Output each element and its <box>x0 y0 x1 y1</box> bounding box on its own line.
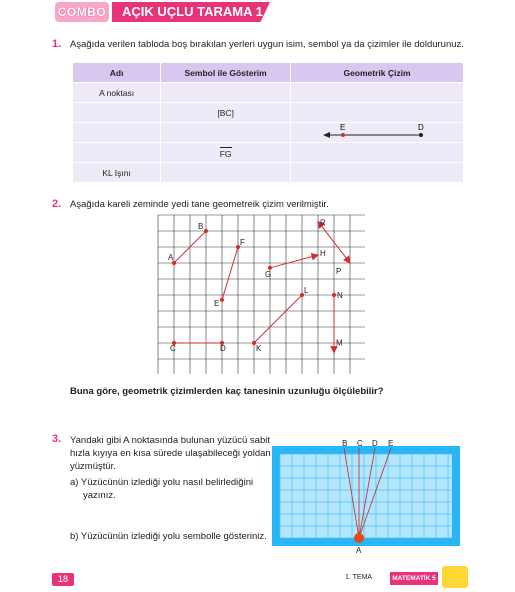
cell-drawing-3 <box>291 123 464 143</box>
q3-a-line-1: Yüzücünün izlediği yolu nasıl belirlediğini <box>80 477 254 488</box>
q3-text <box>70 434 271 473</box>
pool-label-d: D <box>372 439 378 448</box>
q3-text-line-1: Yandaki gibi A noktasında bulunan yüzücü sabit <box>70 435 270 446</box>
grid-label-k: K <box>256 344 262 353</box>
pool-label-e: E <box>388 439 394 448</box>
brand-badge: COMBO <box>55 2 109 22</box>
grid-label-p: P <box>336 267 342 276</box>
segment-kl <box>254 295 302 343</box>
grid-label-g: G <box>265 269 272 279</box>
footer-logo-icon <box>442 566 468 588</box>
cell-symbol-1[interactable] <box>161 83 291 103</box>
page-title: AÇIK UÇLU TARAMA 1 <box>122 4 263 19</box>
q3-number: 3. <box>52 433 62 445</box>
cell-drawing-4[interactable] <box>291 143 464 163</box>
q2-text: Aşağıda kareli zeminde yedi tane geometreik çizim verilmiştir. <box>70 199 329 210</box>
cell-symbol-4 <box>161 143 291 163</box>
pool-illustration <box>272 438 462 556</box>
q2-question: Buna göre, geometrik çizimlerden kaç tanesinin uzunluğu ölçülebilir? <box>70 386 384 397</box>
q3-a-line-2: yazınız. <box>83 490 116 501</box>
q3-a-label: a) <box>70 477 79 488</box>
grid-label-e: E <box>214 298 220 308</box>
col-header-symbol: Sembol ile Gösterim <box>161 63 291 83</box>
cell-name-3[interactable] <box>73 123 161 143</box>
swimmer-icon <box>354 533 364 543</box>
q2-grid-figure <box>155 212 365 374</box>
ray-gh <box>270 255 318 268</box>
grid-label-a: A <box>168 253 174 262</box>
q2-number: 2. <box>52 198 62 210</box>
page-number: 18 <box>52 573 74 586</box>
ray-label-d: D <box>418 123 424 132</box>
footer-subject: MATEMATİK 5 <box>390 572 438 585</box>
col-header-drawing: Geometrik Çizim <box>291 63 464 83</box>
cell-drawing-1[interactable] <box>291 83 464 103</box>
q3-text-line-3: yüzmüştür. <box>70 461 116 472</box>
q3-part-b <box>70 531 267 542</box>
grid-label-h: H <box>320 249 326 258</box>
q3-text-line-2: hızla kıyıya en kısa sürede ulaşabileceği yoldan <box>70 448 271 459</box>
grid-label-c: C <box>170 344 176 353</box>
q3-part-a <box>70 476 253 502</box>
grid-label-d: D <box>220 344 226 353</box>
grid-label-b: B <box>198 222 204 231</box>
footer-tema: 1. TEMA <box>345 574 373 581</box>
q3-b-text: Yüzücünün izlediği yolu sembolle gösteriniz. <box>80 531 267 542</box>
cell-drawing-2[interactable] <box>291 103 464 123</box>
segment-ef <box>222 247 238 300</box>
col-header-name: Adı <box>73 63 161 83</box>
q1-number: 1. <box>52 38 62 50</box>
pool-label-b: B <box>342 439 348 448</box>
cell-symbol-2: [BC] <box>161 103 291 123</box>
grid-label-l: L <box>304 286 309 295</box>
q3-b-label: b) <box>70 531 79 542</box>
cell-name-5: KL Işını <box>73 163 161 183</box>
q1-table <box>72 62 464 183</box>
cell-name-1: A noktası <box>73 83 161 103</box>
ray-label-e: E <box>340 123 346 132</box>
grid-label-r: R <box>320 218 326 228</box>
q1-text: Aşağıda verilen tabloda boş bırakılan yerleri uygun isim, sembol ya da çizimler ile doldurunuz. <box>70 39 464 50</box>
pool-label-a: A <box>356 546 362 555</box>
grid-label-n: N <box>337 291 343 300</box>
cell-name-2[interactable] <box>73 103 161 123</box>
cell-name-4[interactable] <box>73 143 161 163</box>
grid-label-f: F <box>240 238 245 247</box>
cell-symbol-5[interactable] <box>161 163 291 183</box>
ray-ed-drawing <box>291 123 463 142</box>
symbol-fg: FG <box>219 148 232 159</box>
grid-label-m: M <box>336 338 343 348</box>
pool-label-c: C <box>357 439 363 448</box>
cell-drawing-5[interactable] <box>291 163 464 183</box>
cell-symbol-3[interactable] <box>161 123 291 143</box>
